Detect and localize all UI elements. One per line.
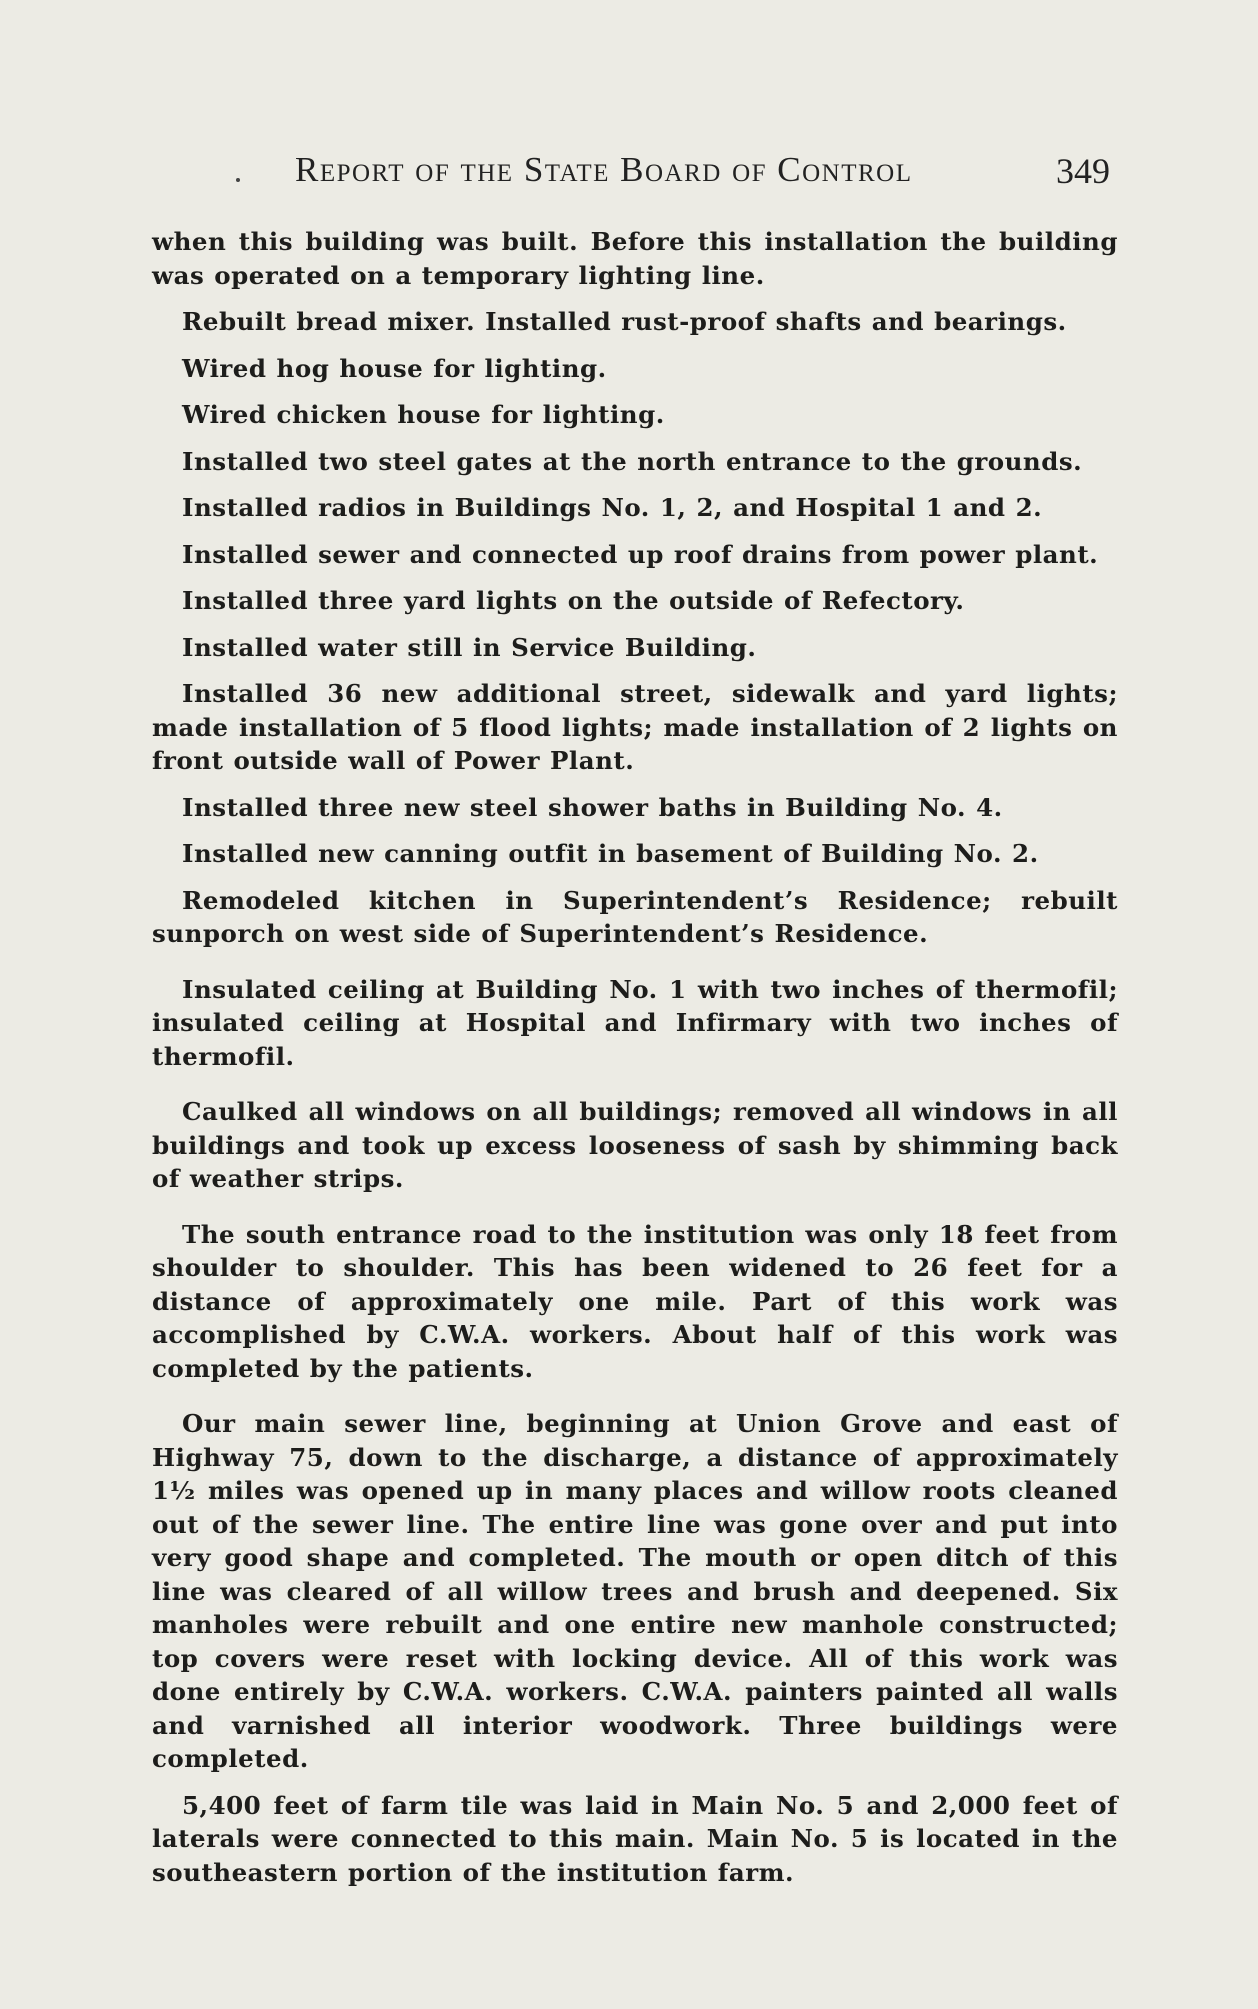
paragraph-canning-outfit: Installed new canning outfit in basement of Building No. 2.	[182, 839, 1039, 868]
paragraph-yard-lights: Installed three yard lights on the outside of Refectory.	[182, 586, 965, 615]
paragraph-south-entrance-road: The south entrance road to the institution was only 18 feet from shoulder to shoulder. This has been widened to 26 feet for a distance of approximately one mile. Part of this work was accomplished by C.W.A. workers. About half of this work was completed by the patients.	[152, 1219, 1118, 1383]
page-header	[180, 150, 1110, 200]
paragraph-steel-gates: Installed two steel gates at the north entrance to the grounds.	[182, 446, 1083, 476]
paragraph-sewer-roof-drains: Installed sewer and connected up roof drains from power plant.	[182, 539, 1099, 569]
paragraph-caulked-windows: Caulked all windows on all buildings; removed all windows in all buildings and took up excess looseness of sash by shimming back of weather strips.	[152, 1097, 1118, 1193]
running-title: Report of the State Board of Control	[295, 150, 913, 189]
paragraph-bread-mixer: Rebuilt bread mixer. Installed rust-proof shafts and bearings.	[182, 307, 1067, 336]
paragraph-main-sewer-line: Our main sewer line, beginning at Union Grove and east of Highway 75, down to the discharge, a distance of approximately 1½ miles was opened up in many places and willow roots cleaned out of the sewer line. The entire line was gone over and put into very good shape and completed. The mouth or open ditch of this line was cleared of all willow trees and brush and deepened. Six manholes were rebuilt and one entire new manhole constructed; top covers were reset with locking device. All of this work was done entirely by C.W.A. workers. C.W.A. painters painted all walls and varnished all interior woodwork. Three buildings were completed.	[152, 1409, 1118, 1773]
paragraph-shower-baths: Installed three new steel shower baths in Building No. 4.	[182, 792, 1003, 822]
paragraph-water-still: Installed water still in Service Building.	[182, 632, 757, 662]
paragraph-farm-tile: 5,400 feet of farm tile was laid in Main No. 5 and 2,000 feet of laterals were connected to this main. Main No. 5 is located in the southeastern portion of the institution farm.	[152, 1790, 1118, 1887]
paragraph-insulated-ceiling: Insulated ceiling at Building No. 1 with two inches of thermofil; insulated ceiling at Hospital and Infirmary with two inches of thermofil.	[152, 974, 1118, 1071]
paragraph-street-lights: Installed 36 new additional street, sidewalk and yard lights; made installation of 5 flood lights; made installation of 2 lights on front outside wall of Power Plant.	[152, 679, 1118, 775]
page-number: 349	[1056, 151, 1110, 191]
paragraph-chicken-house: Wired chicken house for lighting.	[182, 400, 665, 429]
header-dot-mark	[236, 178, 240, 182]
paragraph-radios: Installed radios in Buildings No. 1, 2, and Hospital 1 and 2.	[182, 493, 1043, 522]
paragraph-hog-house: Wired hog house for lighting.	[182, 353, 607, 383]
body-text	[152, 225, 1118, 1902]
paragraph-kitchen-remodel: Remodeled kitchen in Superintendent’s Residence; rebuilt sunporch on west side of Superintendent’s Residence.	[152, 885, 1118, 948]
paragraph-continuation: when this building was built. Before this installation the building was operated on a temporary lighting line.	[152, 227, 1118, 290]
